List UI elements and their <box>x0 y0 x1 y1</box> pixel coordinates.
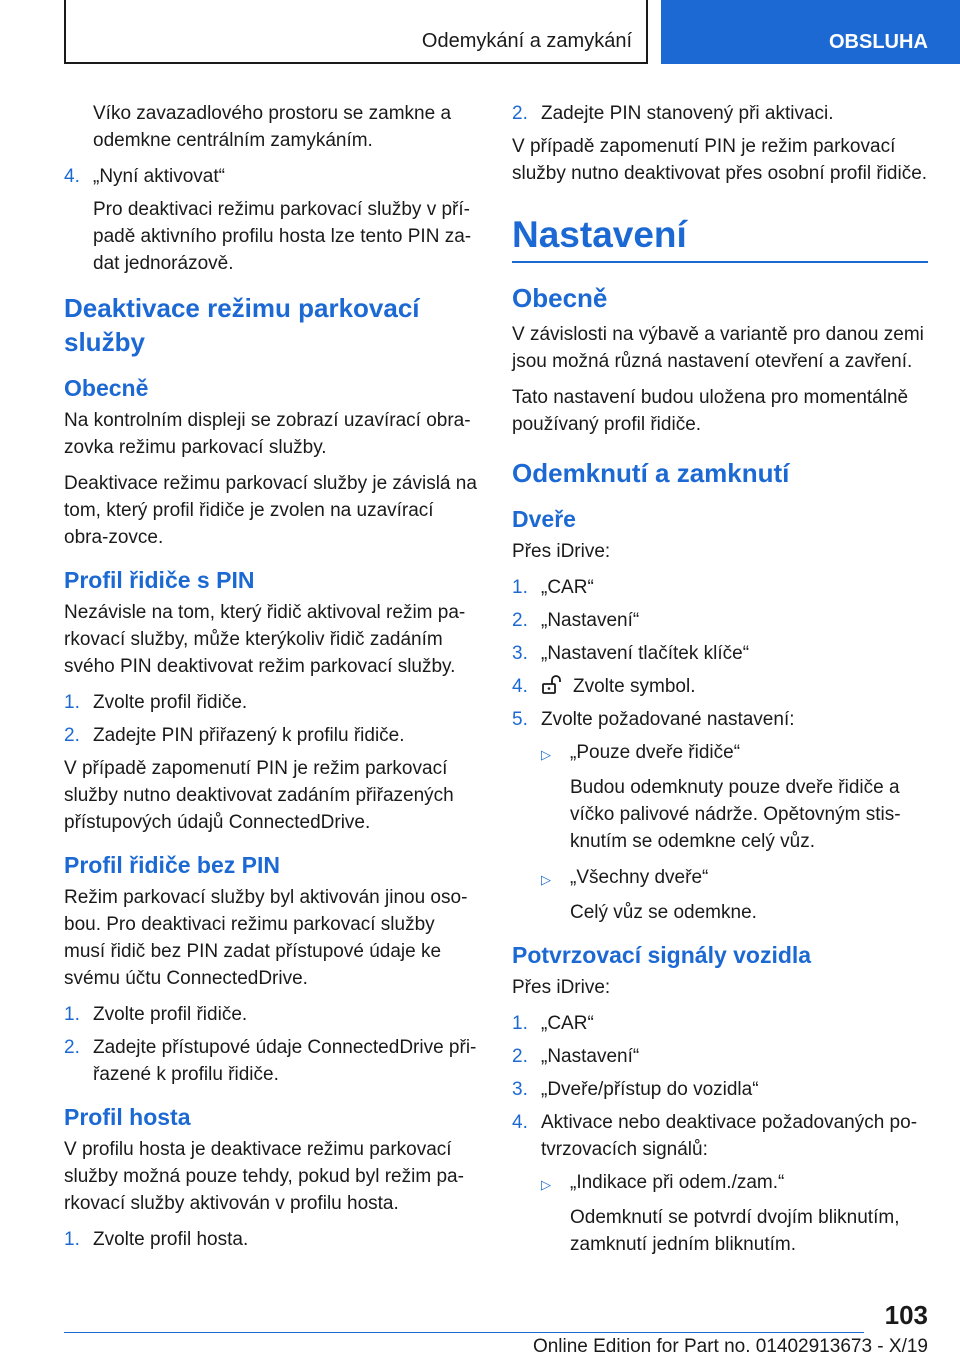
list-item <box>64 1226 478 1253</box>
list-text: „Nastavení“ <box>541 610 640 631</box>
list-text: Zvolte profil řidiče. <box>93 1004 248 1025</box>
list-number: 3. <box>512 643 528 664</box>
triangle-bullet-icon: ▷ <box>541 1177 551 1192</box>
list-text: Zadejte PIN stanovený při aktivaci. <box>541 103 834 124</box>
list-text: Aktivace nebo deaktivace požadovaných po‐tvrzovacích signálů: <box>541 1112 918 1160</box>
list-text: „Nyní aktivovat“ <box>93 166 225 187</box>
sub-list-item <box>541 739 928 768</box>
paragraph: Přes iDrive: <box>512 977 611 998</box>
list-text: „Nastavení“ <box>541 1046 640 1067</box>
paragraph: V případě zapomenutí PIN je režim parkovací služby nutno deaktivovat přes osobní profil řidiče. <box>512 136 928 184</box>
list-text: „CAR“ <box>541 1013 594 1034</box>
header-section-title: Odemykání a zamykání <box>421 30 632 52</box>
heading-confirmation-signals: Potvrzovací signály vozidla <box>512 942 812 968</box>
list-item <box>512 1043 928 1070</box>
list-item <box>512 640 928 667</box>
list-item <box>64 722 478 749</box>
paragraph-guest-pin: Pro deaktivaci režimu parkovací služby v pří‐padě aktivního profilu hosta lze tento PIN za‐dat jednorázově. <box>93 199 472 274</box>
list-item <box>512 673 928 700</box>
sub-list-label: „Pouze dveře řidiče“ <box>570 742 741 763</box>
list-text: Zadejte přístupové údaje ConnectedDrive při‐řazené k profilu řidiče. <box>93 1037 477 1085</box>
list-text-label: Zvolte symbol. <box>573 676 696 697</box>
list-text: Zadejte PIN přiřazený k profilu řidiče. <box>93 725 405 746</box>
left-column <box>64 100 478 1259</box>
list-text: Zvolte profil hosta. <box>93 1229 249 1250</box>
list-text <box>541 673 928 700</box>
list-item <box>64 163 478 190</box>
list-item <box>512 1010 928 1037</box>
paragraph: Režim parkovací služby byl aktivován jinou oso‐bou. Pro deaktivaci režimu parkovací služby musí řidič bez PIN zadat přístupové údaje ke svému účtu ConnectedDrive. <box>64 887 468 989</box>
list-text: „Dveře/přístup do vozidla“ <box>541 1079 759 1100</box>
page-number: 103 <box>884 1300 928 1330</box>
list-text: Zvolte profil řidiče. <box>93 692 248 713</box>
list-number: 1. <box>64 1229 80 1250</box>
paragraph: Odemknutí se potvrdí dvojím bliknutím, zamknutí jedním bliknutím. <box>570 1207 900 1255</box>
list-item <box>512 607 928 634</box>
triangle-bullet-icon: ▷ <box>541 747 551 762</box>
unlock-icon <box>541 675 563 695</box>
list-number: 5. <box>512 709 528 730</box>
paragraph: Celý vůz se odemkne. <box>570 902 757 923</box>
list-number: 2. <box>64 1037 80 1058</box>
header-frame <box>64 0 648 64</box>
list-number: 1. <box>64 692 80 713</box>
header-tab-obsluha: OBSLUHA <box>661 0 960 64</box>
paragraph: Přes iDrive: <box>512 541 611 562</box>
paragraph: Tato nastavení budou uložena pro momentálně používaný profil řidiče. <box>512 387 909 435</box>
heading-deactivate-valet: Deaktivace režimu parkovací služby <box>64 293 420 357</box>
list-number: 2. <box>512 1046 528 1067</box>
list-text: „Nastavení tlačítek klíče“ <box>541 643 750 664</box>
sub-list-label: „Všechny dveře“ <box>570 867 709 888</box>
list-item <box>64 1034 478 1088</box>
paragraph: Budou odemknuty pouze dveře řidiče a víčko palivové nádrže. Opětovným stis‐knutím se odemkne celý vůz. <box>570 777 901 852</box>
triangle-bullet-icon: ▷ <box>541 872 551 887</box>
list-number: 4. <box>64 166 80 187</box>
list-number: 2. <box>512 610 528 631</box>
paragraph: Nezávisle na tom, který řidič aktivoval režim pa‐rkovací služby, může kterýkoliv řidič zadáním svého PIN deaktivovat režim parkovací služby. <box>64 602 466 677</box>
heading-general: Obecně <box>64 375 149 401</box>
list-number: 4. <box>512 1112 528 1133</box>
footer-edition: Online Edition for Part no. 01402913673 - X/19 <box>532 1336 928 1357</box>
list-item <box>512 1076 928 1103</box>
paragraph: Deaktivace režimu parkovací služby je závislá na tom, který profil řidiče je zvolen na uzavírací obra‐zovce. <box>64 473 477 548</box>
heading-guest-profile: Profil hosta <box>64 1104 191 1130</box>
list-item <box>512 574 928 601</box>
heading-doors: Dveře <box>512 506 576 532</box>
list-number: 4. <box>512 676 528 697</box>
list-number: 1. <box>64 1004 80 1025</box>
list-item <box>512 1109 928 1163</box>
list-number: 1. <box>512 1013 528 1034</box>
sub-list-item <box>541 864 928 893</box>
heading-general: Obecně <box>512 283 608 313</box>
paragraph: V případě zapomenutí PIN je režim parkovací služby nutno deaktivovat zadáním přiřazených přístupových údajů ConnectedDrive. <box>64 758 454 833</box>
list-item <box>64 1001 478 1028</box>
heading-profile-with-pin: Profil řidiče s PIN <box>64 567 255 593</box>
paragraph: V profilu hosta je deaktivace režimu parkovací služby možná pouze tehdy, pokud byl režim pa‐rkovací služby aktivován v profilu hosta. <box>64 1139 464 1214</box>
list-text: Zvolte požadované nastavení: <box>541 709 795 730</box>
list-number: 2. <box>512 103 528 124</box>
list-number: 1. <box>512 577 528 598</box>
paragraph: Na kontrolním displeji se zobrazí uzavírací obra‐zovka režimu parkovací služby. <box>64 410 471 458</box>
paragraph-trunk-lock: Víko zavazadlového prostoru se zamkne a odemkne centrálním zamykáním. <box>93 103 452 151</box>
list-text: „CAR“ <box>541 577 594 598</box>
list-number: 3. <box>512 1079 528 1100</box>
list-item <box>512 706 928 733</box>
right-column <box>512 100 928 1267</box>
footer-divider <box>64 1332 864 1333</box>
sub-list-label: „Indikace při odem./zam.“ <box>570 1172 785 1193</box>
heading-settings: Nastavení <box>512 213 928 263</box>
heading-unlock-lock: Odemknutí a zamknutí <box>512 458 790 488</box>
heading-profile-without-pin: Profil řidiče bez PIN <box>64 852 280 878</box>
list-item <box>64 689 478 716</box>
list-number: 2. <box>64 725 80 746</box>
paragraph: V závislosti na výbavě a variantě pro danou zemi jsou možná různá nastavení otevření a zavření. <box>512 324 924 372</box>
sub-list-item <box>541 1169 928 1198</box>
list-item <box>512 100 928 127</box>
